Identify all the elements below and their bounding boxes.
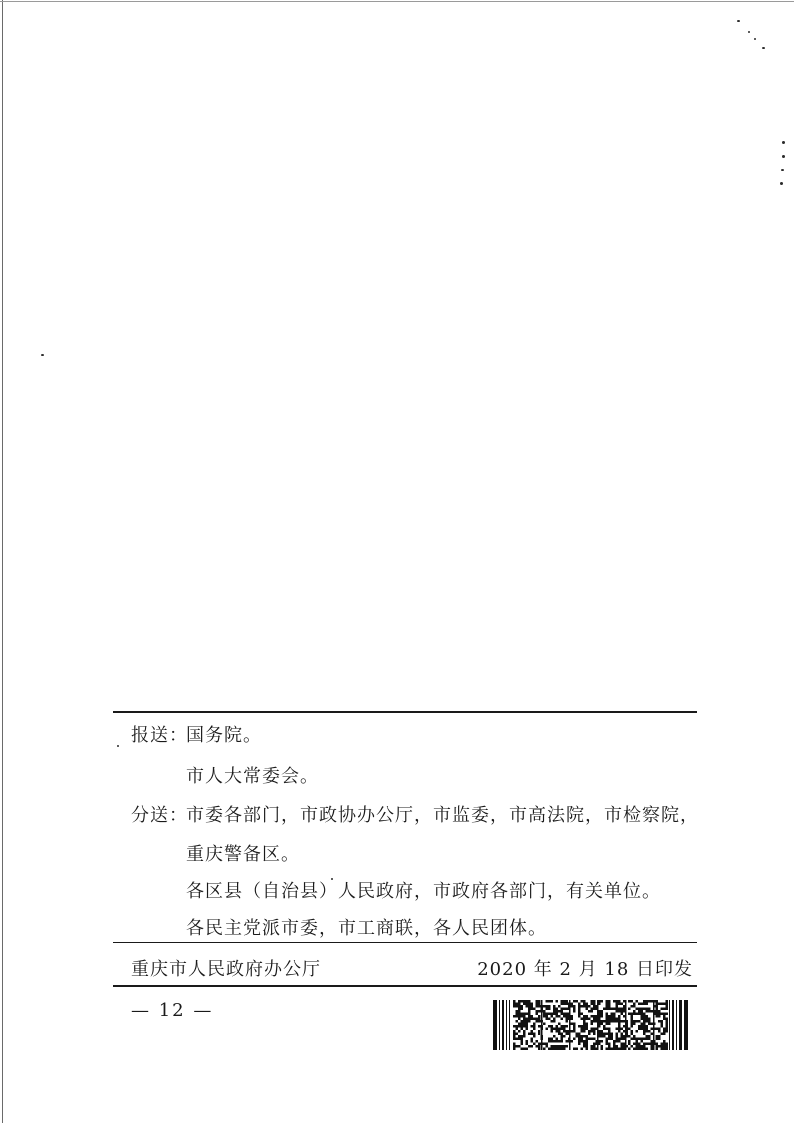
scan-speck <box>782 141 785 144</box>
copy-to-line-4: 各民主党派市委，市工商联，各人民团体。 <box>186 918 547 939</box>
scan-speck <box>41 354 44 356</box>
bottom-divider <box>113 985 697 987</box>
report-to-label: 报送： <box>131 725 188 746</box>
report-to-line-2: 市人大常委会。 <box>186 766 319 787</box>
page-number: — 12 — <box>131 1000 214 1021</box>
scan-speck <box>781 169 784 171</box>
scan-speck <box>782 155 785 158</box>
scan-speck <box>737 20 740 22</box>
issue-date: 2020 年 2 月 18 日印发 <box>477 959 693 980</box>
copy-to-line-1: 市委各部门，市政协办公厅，市监委，市高法院，市检察院， <box>186 805 699 826</box>
scan-left-edge <box>2 0 3 1123</box>
scan-top-edge <box>0 1 794 2</box>
top-divider <box>113 711 697 713</box>
copy-to-line-3: 各区县（自治县）人民政府，市政府各部门，有关单位。 <box>186 881 661 902</box>
barcode-icon <box>493 1000 688 1050</box>
scan-speck <box>754 38 756 40</box>
scan-speck <box>780 182 783 185</box>
report-to-line-1: 国务院。 <box>186 725 262 746</box>
scan-speck <box>762 47 765 49</box>
scan-speck <box>117 745 119 747</box>
copy-to-label: 分送： <box>131 805 188 826</box>
middle-divider <box>113 942 697 943</box>
copy-to-line-2: 重庆警备区。 <box>186 844 300 865</box>
issuer-name: 重庆市人民政府办公厅 <box>131 959 321 980</box>
scan-speck <box>748 31 750 33</box>
